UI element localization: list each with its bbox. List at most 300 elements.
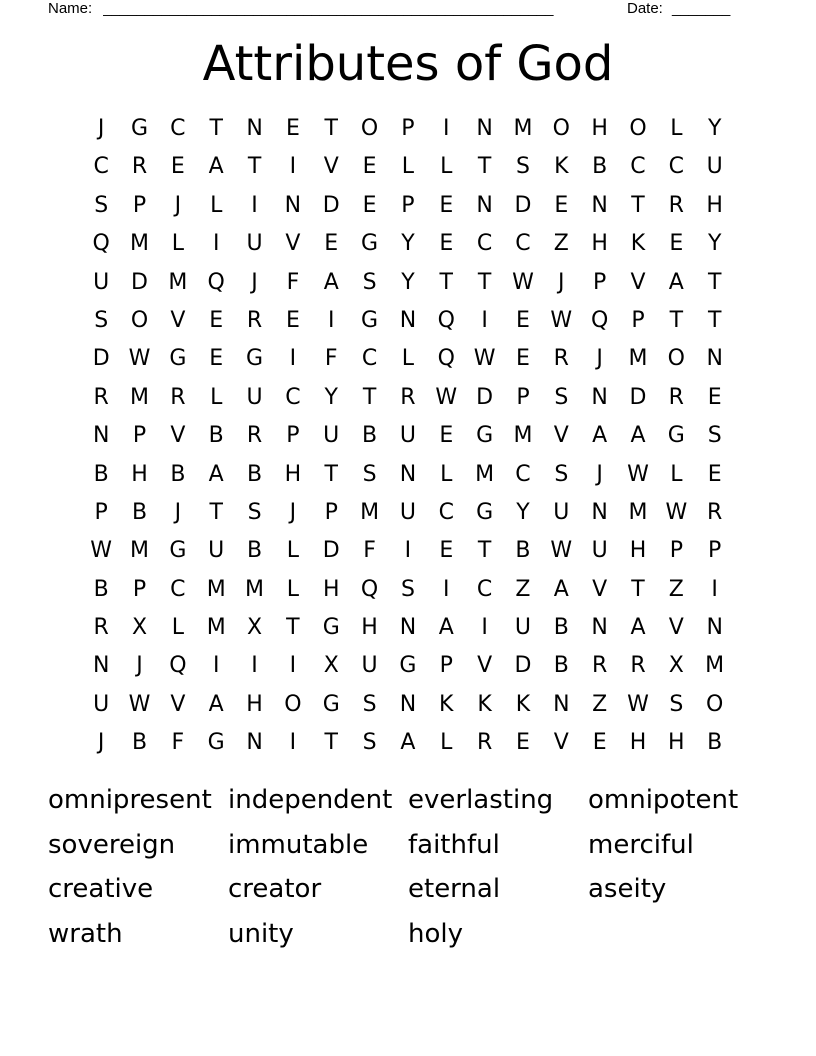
grid-letter[interactable]: R xyxy=(476,730,493,756)
grid-letter[interactable]: O xyxy=(706,691,724,717)
grid-letter[interactable]: H xyxy=(246,691,263,717)
grid-letter[interactable]: N xyxy=(553,691,570,717)
grid-letter[interactable]: N xyxy=(399,691,417,717)
grid-letter[interactable]: L xyxy=(171,231,184,257)
grid-letter[interactable]: B xyxy=(131,730,148,756)
grid-letter[interactable]: X xyxy=(247,615,263,641)
grid-letter[interactable]: E xyxy=(516,346,530,372)
grid-letter[interactable]: R xyxy=(93,615,109,641)
grid-letter[interactable]: V xyxy=(630,269,646,295)
grid-letter[interactable]: T xyxy=(247,154,262,180)
grid-letter[interactable]: W xyxy=(512,269,534,295)
grid-letter[interactable]: X xyxy=(668,653,684,679)
grid-letter[interactable]: U xyxy=(246,384,263,410)
grid-letter[interactable]: W xyxy=(90,538,113,564)
grid-letter[interactable]: E xyxy=(707,461,722,487)
grid-letter[interactable]: D xyxy=(131,269,148,295)
grid-letter[interactable]: P xyxy=(94,499,108,525)
grid-letter[interactable]: X xyxy=(131,615,148,641)
grid-letter[interactable]: H xyxy=(706,192,723,218)
grid-letter[interactable]: A xyxy=(323,269,339,295)
grid-letter[interactable]: S xyxy=(94,307,109,333)
grid-letter[interactable]: R xyxy=(246,307,263,333)
grid-letter[interactable]: L xyxy=(440,461,453,487)
grid-letter[interactable]: J xyxy=(558,269,565,295)
word-bank-item: omnipotent xyxy=(588,785,739,815)
grid-letter[interactable]: F xyxy=(363,538,376,564)
grid-letter[interactable]: B xyxy=(93,461,109,487)
grid-letter[interactable]: M xyxy=(168,269,188,295)
grid-letter[interactable]: C xyxy=(476,231,493,257)
grid-letter[interactable]: H xyxy=(629,538,647,564)
grid-letter[interactable]: V xyxy=(285,231,301,257)
grid-letter[interactable]: S xyxy=(669,691,684,717)
grid-letter[interactable]: P xyxy=(593,269,607,295)
grid-letter[interactable]: A xyxy=(630,423,646,449)
grid-letter[interactable]: D xyxy=(322,538,340,564)
grid-letter[interactable]: V xyxy=(592,576,608,602)
grid-letter[interactable]: E xyxy=(592,730,607,756)
grid-letter[interactable]: D xyxy=(92,346,110,372)
grid-letter[interactable]: E xyxy=(554,192,569,218)
grid-letter[interactable]: M xyxy=(628,346,648,372)
grid-letter[interactable]: N xyxy=(476,116,493,141)
grid-letter[interactable]: M xyxy=(130,231,149,257)
grid-letter[interactable]: W xyxy=(550,307,573,333)
grid-letter[interactable]: D xyxy=(322,192,340,218)
grid-letter[interactable]: W xyxy=(435,384,458,410)
grid-letter[interactable]: X xyxy=(323,653,339,679)
grid-letter[interactable]: V xyxy=(170,423,186,449)
grid-letter[interactable]: E xyxy=(439,231,454,257)
grid-letter[interactable]: F xyxy=(324,346,338,372)
grid-letter[interactable]: B xyxy=(592,154,608,180)
grid-letter[interactable]: Q xyxy=(437,307,455,333)
grid-letter[interactable]: B xyxy=(208,423,224,449)
word-bank-item: unity xyxy=(228,919,294,950)
grid-letter[interactable]: R xyxy=(246,423,263,449)
grid-letter[interactable]: J xyxy=(596,346,603,372)
grid-letter[interactable]: V xyxy=(553,423,569,449)
grid-letter[interactable]: V xyxy=(170,307,186,333)
grid-letter[interactable]: T xyxy=(707,269,722,295)
grid-letter[interactable]: Z xyxy=(553,231,569,257)
grid-letter[interactable]: C xyxy=(630,154,646,180)
grid-letter[interactable]: B xyxy=(93,576,109,602)
word-bank-item: holy xyxy=(408,919,463,950)
grid-letter[interactable]: J xyxy=(174,499,182,525)
grid-letter[interactable]: N xyxy=(476,192,493,218)
grid-letter[interactable]: Z xyxy=(515,576,531,602)
grid-letter[interactable]: U xyxy=(323,423,340,449)
word-bank-item: everlasting xyxy=(408,785,554,815)
grid-letter[interactable]: B xyxy=(247,538,263,564)
grid-letter[interactable]: P xyxy=(286,423,300,449)
grid-letter[interactable]: C xyxy=(170,116,186,141)
grid-letter[interactable]: I xyxy=(289,730,297,756)
grid-letter[interactable]: L xyxy=(210,192,223,218)
grid-letter[interactable]: T xyxy=(209,116,223,141)
page-title: Attributes of God xyxy=(202,36,614,92)
grid-letter[interactable]: B xyxy=(553,615,569,641)
grid-letter[interactable]: E xyxy=(285,307,300,333)
grid-letter[interactable]: P xyxy=(631,307,645,333)
grid-letter[interactable]: S xyxy=(554,384,569,410)
grid-letter[interactable]: N xyxy=(246,730,263,756)
grid-letter[interactable]: P xyxy=(132,192,147,218)
grid-letter[interactable]: R xyxy=(591,653,608,679)
grid-letter[interactable]: W xyxy=(627,691,649,717)
grid-letter[interactable]: E xyxy=(516,307,530,333)
grid-letter[interactable]: E xyxy=(324,231,339,257)
grid-letter[interactable]: N xyxy=(284,192,302,218)
grid-letter[interactable]: G xyxy=(169,346,187,372)
grid-letter[interactable]: C xyxy=(438,499,454,525)
grid-letter[interactable]: J xyxy=(251,269,258,295)
grid-letter[interactable]: O xyxy=(552,116,570,141)
grid-letter[interactable]: W xyxy=(128,346,151,372)
word-bank-item: omnipresent xyxy=(48,785,212,815)
grid-letter[interactable]: Z xyxy=(668,576,684,602)
date-blank-line[interactable]: _______ xyxy=(672,0,731,17)
grid-letter[interactable]: N xyxy=(706,615,723,641)
grid-letter[interactable]: O xyxy=(130,307,149,333)
grid-letter[interactable]: J xyxy=(97,730,105,756)
grid-letter[interactable]: K xyxy=(477,691,492,717)
grid-letter[interactable]: N xyxy=(591,384,608,410)
grid-letter[interactable]: C xyxy=(170,576,186,602)
grid-letter[interactable]: G xyxy=(322,615,340,641)
grid-letter[interactable]: B xyxy=(515,538,531,564)
grid-letter[interactable]: C xyxy=(515,461,531,487)
grid-letter[interactable]: B xyxy=(362,423,378,449)
grid-letter[interactable]: I xyxy=(443,116,450,141)
grid-letter[interactable]: Y xyxy=(516,499,530,525)
grid-letter[interactable]: E xyxy=(209,307,224,333)
grid-letter[interactable]: G xyxy=(130,116,149,141)
grid-letter[interactable]: T xyxy=(631,576,645,602)
grid-letter[interactable]: L xyxy=(670,461,683,487)
grid-letter[interactable]: Q xyxy=(360,576,379,602)
grid-letter[interactable]: P xyxy=(708,538,722,564)
grid-letter[interactable]: F xyxy=(286,269,300,295)
grid-letter[interactable]: V xyxy=(668,615,684,641)
grid-letter[interactable]: P xyxy=(439,653,453,679)
grid-letter[interactable]: C xyxy=(285,384,301,410)
grid-letter[interactable]: B xyxy=(707,730,723,756)
grid-letter[interactable]: T xyxy=(477,538,492,564)
grid-letter[interactable]: I xyxy=(212,231,220,257)
grid-letter[interactable]: T xyxy=(477,154,492,180)
grid-letter[interactable]: M xyxy=(206,576,226,602)
grid-letter[interactable]: H xyxy=(284,461,302,487)
grid-letter[interactable]: T xyxy=(324,461,338,487)
grid-letter[interactable]: R xyxy=(553,346,569,372)
grid-letter[interactable]: D xyxy=(514,192,532,218)
grid-letter[interactable]: I xyxy=(289,154,297,180)
grid-letter[interactable]: T xyxy=(707,307,722,333)
grid-letter[interactable]: L xyxy=(440,154,453,180)
grid-letter[interactable]: O xyxy=(360,116,379,141)
name-blank-line[interactable]: ______________________________________________________ xyxy=(103,0,554,17)
grid-letter[interactable]: P xyxy=(324,499,338,525)
grid-letter[interactable]: J xyxy=(136,653,143,679)
grid-letter[interactable]: L xyxy=(171,615,184,641)
grid-letter[interactable]: L xyxy=(401,346,415,372)
grid-letter[interactable]: B xyxy=(553,653,569,679)
word-bank-item: immutable xyxy=(228,829,369,860)
grid-letter[interactable]: Q xyxy=(437,346,455,372)
word-bank-item: creative xyxy=(48,874,154,905)
grid-letter[interactable]: J xyxy=(97,116,105,141)
grid-letter[interactable]: U xyxy=(591,538,608,564)
grid-letter[interactable]: W xyxy=(128,691,151,717)
grid-letter[interactable]: M xyxy=(245,576,265,602)
grid-letter[interactable]: G xyxy=(207,730,225,756)
grid-letter[interactable]: I xyxy=(289,653,297,679)
grid-letter[interactable]: U xyxy=(361,653,378,679)
grid-letter[interactable]: M xyxy=(628,499,648,525)
grid-letter[interactable]: I xyxy=(481,615,488,641)
grid-letter[interactable]: T xyxy=(324,730,338,756)
grid-letter[interactable]: W xyxy=(665,499,688,525)
grid-letter[interactable]: S xyxy=(362,269,377,295)
grid-letter[interactable]: T xyxy=(362,384,377,410)
grid-letter[interactable]: U xyxy=(706,154,723,180)
grid-letter[interactable]: E xyxy=(707,384,722,410)
grid-letter[interactable]: L xyxy=(670,116,683,141)
word-bank-item: creator xyxy=(228,874,322,905)
grid-letter[interactable]: K xyxy=(439,691,454,717)
grid-letter[interactable]: M xyxy=(513,116,533,141)
grid-letter[interactable]: J xyxy=(174,192,182,218)
grid-letter[interactable]: S xyxy=(94,192,109,218)
grid-letter[interactable]: U xyxy=(399,423,416,449)
grid-letter[interactable]: A xyxy=(630,615,646,641)
grid-letter[interactable]: D xyxy=(514,653,532,679)
grid-letter[interactable]: H xyxy=(668,730,685,756)
grid-letter[interactable]: N xyxy=(399,461,417,487)
grid-letter[interactable]: T xyxy=(286,615,300,641)
grid-letter[interactable]: N xyxy=(591,499,608,525)
grid-letter[interactable]: H xyxy=(361,615,378,641)
grid-letter[interactable]: U xyxy=(93,691,110,717)
grid-letter[interactable]: L xyxy=(440,730,453,756)
grid-letter[interactable]: M xyxy=(206,615,226,641)
grid-letter[interactable]: U xyxy=(246,231,263,257)
grid-letter[interactable]: A xyxy=(208,461,224,487)
grid-letter[interactable]: O xyxy=(284,691,302,717)
grid-letter[interactable]: G xyxy=(246,346,264,372)
grid-letter[interactable]: S xyxy=(247,499,262,525)
grid-letter[interactable]: A xyxy=(438,615,454,641)
grid-letter[interactable]: Y xyxy=(401,231,415,257)
grid-letter[interactable]: R xyxy=(630,653,646,679)
grid-letter[interactable]: N xyxy=(706,346,723,372)
grid-letter[interactable]: H xyxy=(591,116,608,141)
grid-letter[interactable]: E xyxy=(209,346,224,372)
grid-letter[interactable]: H xyxy=(629,730,647,756)
grid-letter[interactable]: Q xyxy=(92,231,110,257)
grid-letter[interactable]: O xyxy=(667,346,685,372)
grid-letter[interactable]: A xyxy=(208,154,224,180)
grid-letter[interactable]: U xyxy=(399,499,416,525)
grid-letter[interactable]: E xyxy=(362,192,377,218)
grid-letter[interactable]: G xyxy=(476,423,494,449)
grid-letter[interactable]: H xyxy=(322,576,340,602)
grid-letter[interactable]: R xyxy=(668,192,684,218)
grid-letter[interactable]: Q xyxy=(207,269,225,295)
grid-letter[interactable]: S xyxy=(400,576,415,602)
grid-letter[interactable]: D xyxy=(629,384,647,410)
grid-letter[interactable]: O xyxy=(629,116,647,141)
grid-letter[interactable]: I xyxy=(212,653,220,679)
grid-letter[interactable]: A xyxy=(400,730,416,756)
grid-letter[interactable]: M xyxy=(513,423,533,449)
grid-letter[interactable]: E xyxy=(170,154,185,180)
grid-letter[interactable]: K xyxy=(515,691,531,717)
grid-letter[interactable]: R xyxy=(668,384,684,410)
grid-letter[interactable]: T xyxy=(477,269,492,295)
grid-letter[interactable]: I xyxy=(289,346,297,372)
grid-letter[interactable]: B xyxy=(131,499,148,525)
grid-letter[interactable]: M xyxy=(705,653,725,679)
grid-letter[interactable]: T xyxy=(324,116,338,141)
grid-letter[interactable]: S xyxy=(707,423,722,449)
grid-letter[interactable]: E xyxy=(669,231,684,257)
grid-letter[interactable]: E xyxy=(516,730,530,756)
grid-letter[interactable]: I xyxy=(251,192,258,218)
grid-letter[interactable]: N xyxy=(399,615,417,641)
grid-letter[interactable]: W xyxy=(473,346,496,372)
grid-letter[interactable]: U xyxy=(514,615,531,641)
grid-letter[interactable]: Q xyxy=(590,307,609,333)
grid-letter[interactable]: V xyxy=(323,154,339,180)
grid-letter[interactable]: K xyxy=(554,154,569,180)
grid-letter[interactable]: I xyxy=(711,576,718,602)
grid-letter[interactable]: H xyxy=(591,231,608,257)
grid-letter[interactable]: R xyxy=(170,384,186,410)
grid-letter[interactable]: T xyxy=(631,192,645,218)
grid-letter[interactable]: B xyxy=(247,461,263,487)
grid-letter[interactable]: L xyxy=(286,538,300,564)
grid-letter[interactable]: R xyxy=(400,384,416,410)
grid-letter[interactable]: V xyxy=(477,653,493,679)
grid-letter[interactable]: A xyxy=(592,423,608,449)
grid-letter[interactable]: J xyxy=(596,461,603,487)
grid-letter[interactable]: E xyxy=(439,423,454,449)
grid-letter[interactable]: U xyxy=(553,499,570,525)
grid-letter[interactable]: C xyxy=(93,154,109,180)
grid-letter[interactable]: S xyxy=(554,461,569,487)
grid-letter[interactable]: P xyxy=(401,116,415,141)
grid-letter[interactable]: E xyxy=(439,538,454,564)
grid-letter[interactable]: E xyxy=(439,192,454,218)
grid-letter[interactable]: A xyxy=(668,269,684,295)
grid-letter[interactable]: R xyxy=(93,384,109,410)
grid-letter[interactable]: E xyxy=(362,154,377,180)
grid-letter[interactable]: G xyxy=(476,499,494,525)
grid-letter[interactable]: N xyxy=(591,192,608,218)
grid-letter[interactable]: G xyxy=(169,538,187,564)
grid-letter[interactable]: Y xyxy=(707,231,722,257)
grid-letter[interactable]: N xyxy=(92,423,110,449)
grid-letter[interactable]: M xyxy=(475,461,495,487)
grid-letter[interactable]: U xyxy=(208,538,225,564)
grid-letter[interactable]: H xyxy=(131,461,148,487)
grid-letter[interactable]: I xyxy=(404,538,412,564)
grid-letter[interactable]: A xyxy=(208,691,224,717)
grid-letter[interactable]: V xyxy=(553,730,569,756)
grid-letter[interactable]: J xyxy=(289,499,297,525)
grid-letter[interactable]: C xyxy=(668,154,685,180)
grid-letter[interactable]: L xyxy=(401,154,415,180)
grid-letter[interactable]: T xyxy=(209,499,223,525)
grid-letter[interactable]: D xyxy=(476,384,494,410)
grid-letter[interactable]: I xyxy=(481,307,488,333)
grid-letter[interactable]: P xyxy=(401,192,415,218)
grid-letter[interactable]: P xyxy=(132,576,147,602)
grid-letter[interactable]: N xyxy=(246,116,263,141)
grid-letter[interactable]: P xyxy=(669,538,683,564)
grid-letter[interactable]: Q xyxy=(169,653,187,679)
grid-letter[interactable]: C xyxy=(515,231,531,257)
grid-letter[interactable]: A xyxy=(553,576,569,602)
grid-letter[interactable]: T xyxy=(669,307,684,333)
grid-letter[interactable]: N xyxy=(399,307,417,333)
grid-letter[interactable]: L xyxy=(210,384,223,410)
grid-letter[interactable]: S xyxy=(362,691,377,717)
grid-letter[interactable]: V xyxy=(170,691,186,717)
grid-letter[interactable]: R xyxy=(131,154,148,180)
grid-letter[interactable]: Y xyxy=(401,269,415,295)
grid-letter[interactable]: N xyxy=(591,615,608,641)
grid-letter[interactable]: M xyxy=(360,499,380,525)
grid-letter[interactable]: I xyxy=(251,653,258,679)
grid-letter[interactable]: U xyxy=(93,269,110,295)
grid-letter[interactable]: F xyxy=(171,730,185,756)
grid-letter[interactable]: G xyxy=(667,423,685,449)
grid-letter[interactable]: I xyxy=(443,576,450,602)
grid-letter[interactable]: G xyxy=(322,691,340,717)
grid-letter[interactable]: Y xyxy=(324,384,338,410)
grid-letter[interactable]: C xyxy=(476,576,493,602)
grid-letter[interactable]: G xyxy=(361,307,379,333)
grid-letter[interactable]: Y xyxy=(707,116,722,141)
grid-letter[interactable]: W xyxy=(627,461,649,487)
grid-letter[interactable]: R xyxy=(707,499,723,525)
grid-letter[interactable]: E xyxy=(285,116,300,141)
grid-letter[interactable]: G xyxy=(399,653,417,679)
grid-letter[interactable]: S xyxy=(515,154,530,180)
grid-letter[interactable]: B xyxy=(170,461,186,487)
grid-letter[interactable]: S xyxy=(362,461,377,487)
grid-letter[interactable]: M xyxy=(130,384,149,410)
grid-letter[interactable]: P xyxy=(516,384,530,410)
grid-letter[interactable]: M xyxy=(130,538,149,564)
grid-letter[interactable]: T xyxy=(439,269,453,295)
grid-letter[interactable]: C xyxy=(361,346,378,372)
grid-letter[interactable]: I xyxy=(327,307,335,333)
grid-letter[interactable]: G xyxy=(361,231,379,257)
grid-letter[interactable]: L xyxy=(286,576,300,602)
grid-letter[interactable]: K xyxy=(630,231,646,257)
grid-letter[interactable]: N xyxy=(92,653,110,679)
grid-letter[interactable]: S xyxy=(362,730,377,756)
grid-letter[interactable]: Z xyxy=(592,691,608,717)
grid-letter[interactable]: W xyxy=(550,538,573,564)
grid-letter[interactable]: P xyxy=(132,423,147,449)
